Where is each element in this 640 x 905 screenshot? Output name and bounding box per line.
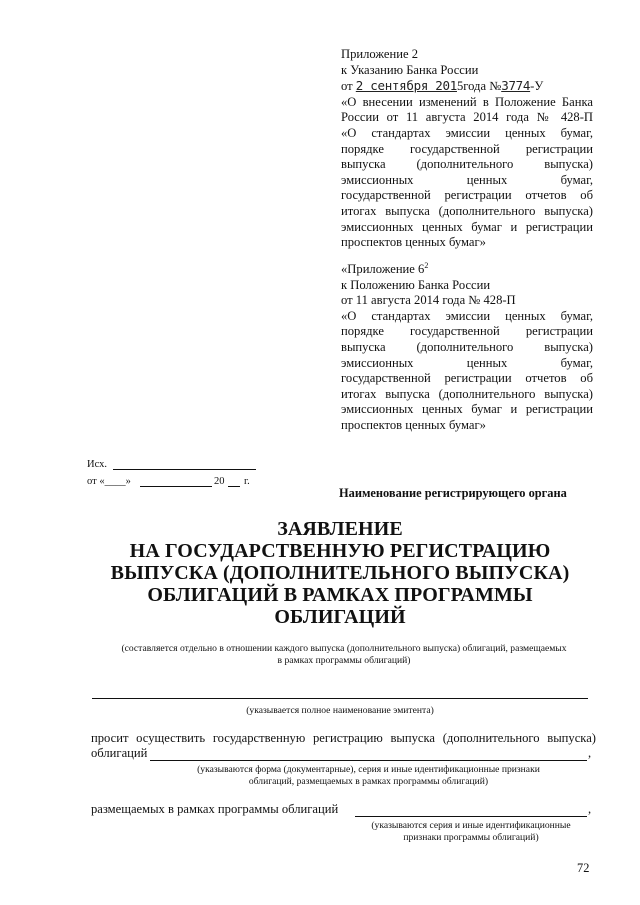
form-note bbox=[150, 764, 587, 787]
composed-note bbox=[84, 643, 604, 666]
registrar-name-label: Наименование регистрирующего органа bbox=[339, 486, 567, 500]
outgoing-year-label: 20 bbox=[214, 476, 225, 487]
handwritten-number: 3774 bbox=[501, 78, 531, 94]
placed-label: размещаемых в рамках программы облигаций bbox=[91, 802, 339, 816]
program-series-line[interactable] bbox=[355, 816, 587, 817]
appendix-2-text-line: выпуска (дополнительного выпуска) bbox=[341, 157, 593, 172]
request-comma: , bbox=[588, 746, 592, 760]
issuer-note: (указывается полное наименование эмитента) bbox=[246, 705, 434, 716]
year-suffix: года № bbox=[463, 79, 502, 94]
appendix-2-text-line: «О внесении изменений в Положение Банка bbox=[341, 94, 593, 109]
composed-note-line: в рамках программы облигаций) bbox=[277, 654, 411, 666]
bond-form-line[interactable] bbox=[150, 760, 587, 761]
appendix-6-text-line: итогах выпуска (дополнительного выпуска) bbox=[341, 386, 593, 401]
request-word: облигаций bbox=[91, 746, 148, 760]
appendix-2-text-line: проспектов ценных бумаг» bbox=[341, 235, 486, 250]
title-line: ВЫПУСКА (ДОПОЛНИТЕЛЬНОГО ВЫПУСКА) bbox=[110, 562, 570, 584]
outgoing-date-label: от «____» bbox=[87, 476, 131, 487]
handwritten-date: 2 сентября 201 bbox=[355, 78, 457, 94]
appendix-6-text-line: порядке государственной регистрации bbox=[341, 324, 593, 339]
appendix-6-text-line: государственной регистрации отчетов об bbox=[341, 371, 593, 386]
title-line: НА ГОСУДАРСТВЕННУЮ РЕГИСТРАЦИЮ bbox=[129, 540, 551, 562]
request-line: просит осуществить государственную регистрацию выпуска (дополнительного выпуска) bbox=[91, 731, 596, 745]
form-note-line: (указываются форма (документарные), серия и иные идентификационные признаки bbox=[197, 764, 540, 775]
appendix-2-text-line: государственной регистрации отчетов об bbox=[341, 188, 593, 203]
page-number: 72 bbox=[577, 861, 590, 875]
appendix-2-title: Приложение 2 bbox=[341, 47, 419, 61]
appendix-2-text-line: России от 11 августа 2014 года № 428-П bbox=[341, 110, 593, 125]
appendix-6-text-line: «О стандартах эмиссии ценных бумаг, bbox=[341, 308, 593, 323]
issuer-name-line[interactable] bbox=[92, 698, 588, 699]
appendix-6-title bbox=[341, 262, 593, 278]
appendix-2-text-line: порядке государственной регистрации bbox=[341, 141, 593, 156]
appendix-6-text-line: эмиссионных ценных бумаг, bbox=[341, 355, 593, 370]
series-note bbox=[355, 820, 587, 843]
appendix-2-text-line: эмиссионных ценных бумаг и регистрации bbox=[341, 219, 593, 234]
outgoing-year-suffix: г. bbox=[244, 476, 250, 487]
appendix-2-text-line: итогах выпуска (дополнительного выпуска) bbox=[341, 203, 593, 218]
outgoing-year-line[interactable] bbox=[228, 486, 240, 487]
composed-note-line: (составляется отдельно в отношении каждого выпуска (дополнительного выпуска) облигаций, размещаемых bbox=[121, 643, 567, 654]
appendix-6-block bbox=[341, 262, 593, 434]
outgoing-ref-line[interactable] bbox=[113, 469, 256, 470]
title-line: ЗАЯВЛЕНИЕ bbox=[277, 518, 403, 540]
date-prefix: от bbox=[341, 79, 353, 94]
title-line: ОБЛИГАЦИЙ bbox=[274, 606, 406, 628]
outgoing-month-line[interactable] bbox=[140, 486, 212, 487]
appendix-6-text-line: эмиссионных ценных бумаг и регистрации bbox=[341, 402, 593, 417]
appendix-2-reference: к Указанию Банка России bbox=[341, 62, 479, 77]
series-note-line: признаки программы облигаций) bbox=[403, 831, 539, 843]
outgoing-ref-label: Исх. bbox=[87, 459, 107, 470]
year-digit: 5 bbox=[456, 79, 464, 94]
appendix-2-block bbox=[341, 47, 593, 251]
application-title bbox=[80, 518, 600, 628]
appendix-2-date bbox=[341, 78, 593, 95]
appendix-2-text-line: эмиссионных ценных бумаг, bbox=[341, 172, 593, 187]
number-suffix: -У bbox=[530, 79, 544, 94]
title-line: ОБЛИГАЦИЙ В РАМКАХ ПРОГРАММЫ bbox=[147, 584, 533, 606]
appendix-6-reference: к Положению Банка России bbox=[341, 277, 491, 292]
appendix-6-text-line: проспектов ценных бумаг» bbox=[341, 417, 486, 432]
appendix-6-superscript: 2 bbox=[424, 260, 429, 270]
appendix-6-text-line: выпуска (дополнительного выпуска) bbox=[341, 339, 593, 354]
placed-comma: , bbox=[588, 802, 592, 816]
form-note-line: облигаций, размещаемых в рамках программы облигаций) bbox=[248, 775, 489, 787]
appendix-6-title-text: «Приложение 6 bbox=[341, 262, 425, 276]
appendix-2-text-line: «О стандартах эмиссии ценных бумаг, bbox=[341, 125, 593, 140]
series-note-line: (указываются серия и иные идентификационные bbox=[371, 820, 571, 831]
appendix-6-date: от 11 августа 2014 года № 428-П bbox=[341, 293, 516, 308]
